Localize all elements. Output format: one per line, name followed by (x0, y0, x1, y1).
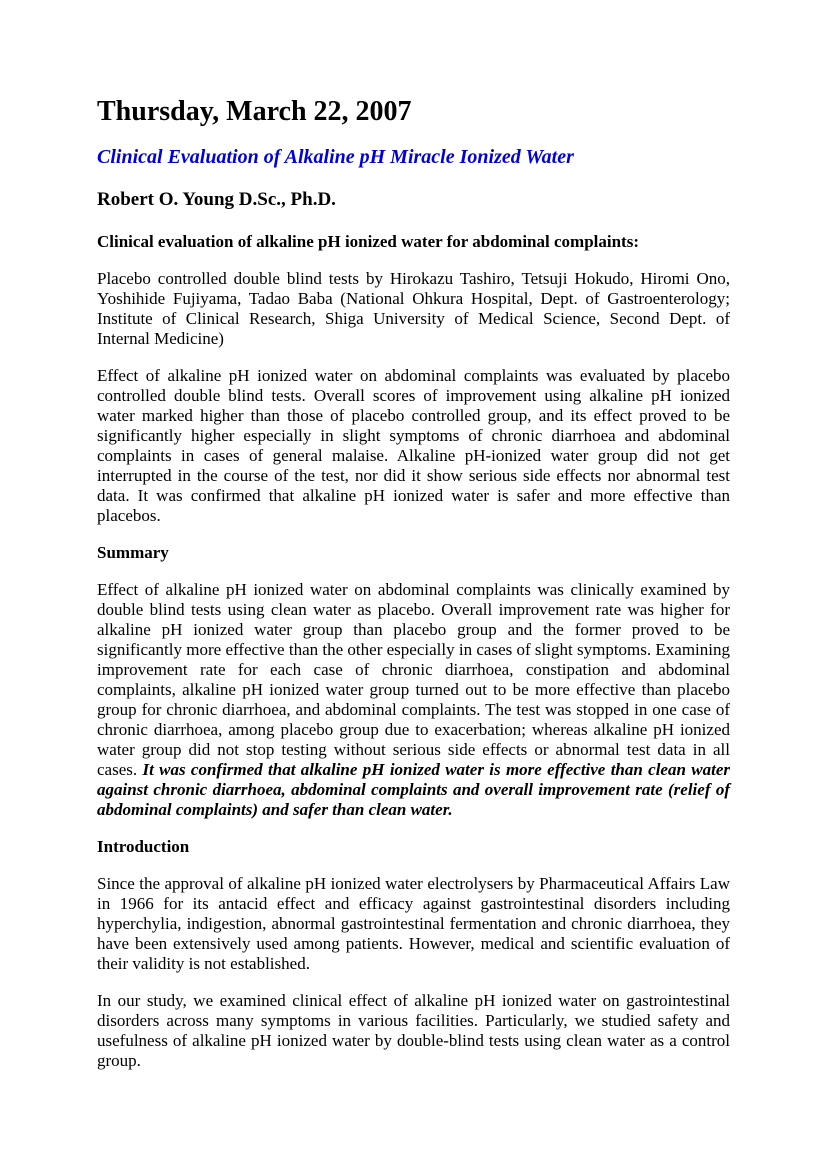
summary-conclusion-emphasis: It was confirmed that alkaline pH ionized water is more effective than clean water against chronic diarrhoea, abdominal complaints and overall improvement rate (relief of abdominal complaints) and safer than clean water. (97, 760, 730, 819)
paragraph-study-credits: Placebo controlled double blind tests by Hirokazu Tashiro, Tetsuji Hokudo, Hiromi Ono, Yoshihide Fujiyama, Tadao Baba (National Ohkura Hospital, Dept. of Gastroenterology; Institute of Clinical Research, Shiga University of Medical Science, Second Dept. of Internal Medicine) (97, 269, 730, 348)
paragraph-effect-overview: Effect of alkaline pH ionized water on abdominal complaints was evaluated by placebo controlled double blind tests. Overall scores of improvement using alkaline pH ionized water marked higher than those of placebo controlled group, and its effect proved to be significantly higher especially in slight symptoms of chronic diarrhoea and abdominal complaints in cases of general malaise. Alkaline pH-ionized water group did not get interrupted in the course of the test, nor did it show serious side effects nor abnormal test data. It was confirmed that alkaline pH ionized water is safer and more effective than placebos. (97, 366, 730, 525)
paragraph-approval-history: Since the approval of alkaline pH ionized water electrolysers by Pharmaceutical Affairs Law in 1966 for its antacid effect and efficacy against gastrointestinal disorders including hyperchylia, indigestion, abnormal gastrointestinal fermentation and chronic diarrhoea, they have been extensively used among patients. However, medical and scientific evaluation of their validity is not established. (97, 874, 730, 973)
summary-body-text: Effect of alkaline pH ionized water on abdominal complaints was clinically examined by double blind tests using clean water as placebo. Overall improvement rate was higher for alkaline pH ionized water group than placebo group and the former proved to be significantly more effective than the other especially in cases of slight symptoms. Examining improvement rate for each case of chronic diarrhoea, constipation and abdominal complaints, alkaline pH ionized water group turned out to be more effective than placebo group for chronic diarrhoea, and abdominal complaints. The test was stopped in one case of chronic diarrhoea, among placebo group due to exacerbation; whereas alkaline pH ionized water group did not stop testing without serious side effects or abnormal test data in all cases. (97, 580, 730, 779)
date-heading: Thursday, March 22, 2007 (97, 96, 412, 127)
paragraph-study-description: In our study, we examined clinical effect of alkaline pH ionized water on gastrointestinal disorders across many symptoms in various facilities. Particularly, we studied safety and usefulness of alkaline pH ionized water by double-blind tests using clean water as a control group. (97, 991, 730, 1070)
post-title-link[interactable]: Clinical Evaluation of Alkaline pH Miracle Ionized Water (97, 146, 574, 168)
paragraph-summary (97, 580, 730, 820)
section-heading-introduction: Introduction (97, 837, 190, 856)
section-heading-summary: Summary (97, 543, 169, 562)
section-heading-abdominal-complaints: Clinical evaluation of alkaline pH ionized water for abdominal complaints: (97, 232, 639, 251)
author-byline: Robert O. Young D.Sc., Ph.D. (97, 189, 336, 210)
